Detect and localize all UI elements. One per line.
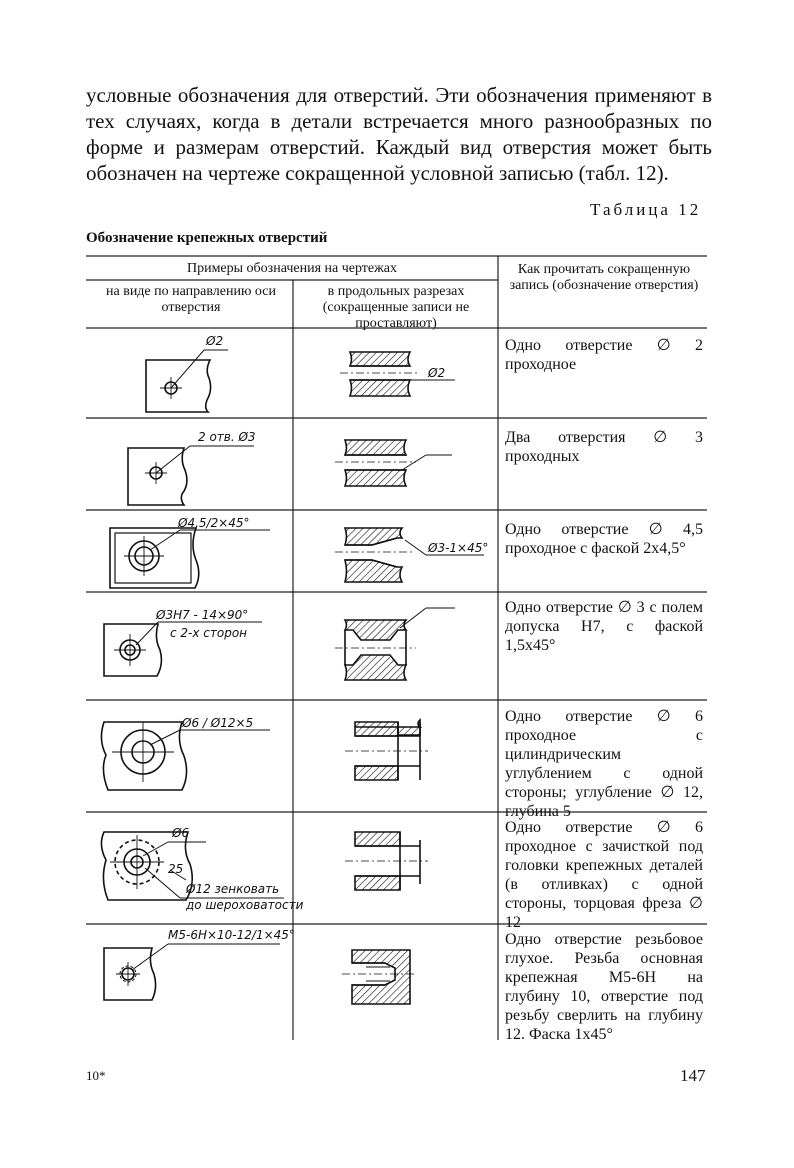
row1-section-note: Ø2: [428, 366, 446, 380]
row5-view-note: Ø6 / Ø12×5: [182, 716, 254, 730]
row4-view-note-2: с 2-х сторон: [170, 626, 248, 640]
header-examples: Примеры обозначения на чертежах: [186, 261, 398, 276]
header-sections: в продольных разрезах (сокращенные записи не проставляют): [322, 284, 470, 331]
row2-description-text: Два отверстия ∅ 3 проходных: [505, 429, 703, 465]
header-axis-view: на виде по направлению оси отверстия: [106, 284, 276, 315]
row7-view-note: M5-6H×10-12/1×45°: [168, 928, 295, 942]
page-number: 147: [680, 1066, 706, 1085]
row7-description: [505, 930, 703, 1044]
row2-view-note: 2 отв. Ø3: [198, 430, 256, 444]
row1-view-note: Ø2: [206, 334, 224, 348]
footer-signature: 10*: [86, 1068, 106, 1083]
row3-view-note: Ø4,5/2×45°: [178, 516, 250, 530]
header-how-to-read: Как прочитать сокращенную запись (обозначение отверстия): [509, 262, 699, 293]
row5-description-text: Одно отверстие ∅ 6 проходное с цилиндрическим углублением с одной стороны; углубление ∅ 12, глубина 5: [505, 708, 703, 820]
row6-view-note-2: Ø12 зенковать: [186, 882, 280, 896]
row3-section-note: Ø3-1×45°: [428, 541, 489, 555]
table-title: Обозначение крепежных отверстий: [86, 230, 328, 246]
row6-view-note-3: до шероховатости: [186, 898, 304, 912]
row1-description-text: Одно отверстие ∅ 2 проходное: [505, 337, 703, 373]
intro-text: условные обозначения для отверстий. Эти обозначения применяют в тех случаях, когда в детали встречается много разнообразных по форме и размерам отверстий. Каждый вид отверстия может быть обозначен на чертеже сокращенной условной записью (табл. 12).: [86, 83, 712, 185]
row6-view-note-4: 25: [168, 862, 184, 876]
table-number: Таблица 12: [590, 200, 702, 219]
row7-description-text: Одно отверстие резьбовое глухое. Резьба основная крепежная M5-6H на глубину 10, отверстие под резьбу сверлить на глубину 12. Фаска 1x45°: [505, 931, 703, 1043]
row4-description-text: Одно отверстие ∅ 3 с полем допуска H7, с фаской 1,5x45°: [505, 599, 703, 654]
row3-description-text: Одно отверстие ∅ 4,5 проходное с фаской 2x4,5°: [505, 521, 703, 557]
row6-description-text: Одно отверстие ∅ 6 проходное с зачисткой под головки крепежных деталей (в отливках) с одной стороны, торцовая фреза ∅ 12: [505, 819, 703, 931]
row4-view-note: Ø3H7 - 14×90°: [156, 608, 249, 622]
row6-view-note: Ø6: [172, 826, 190, 840]
